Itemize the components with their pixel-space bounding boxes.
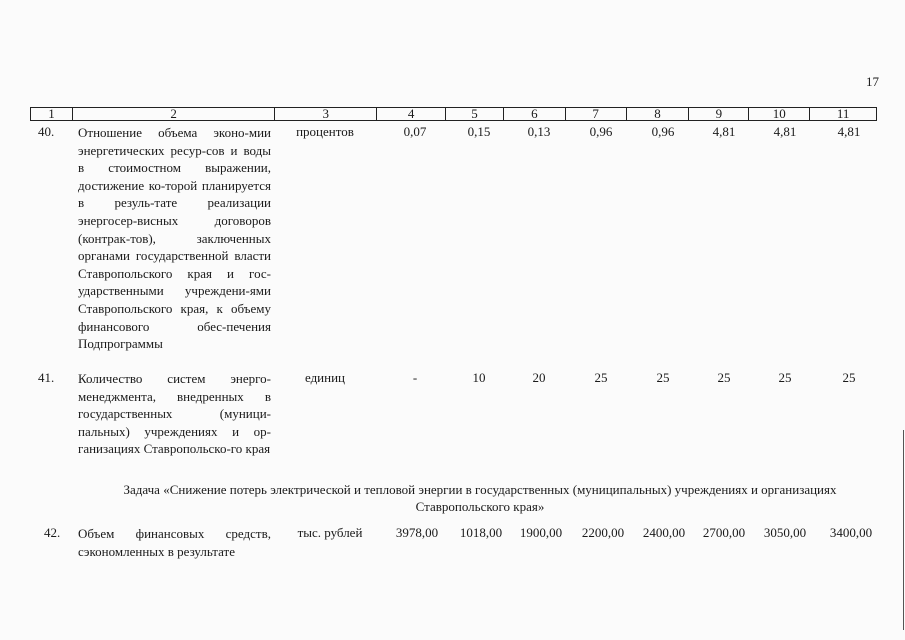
value-col-8: 2400,00 <box>642 525 686 540</box>
header-col-2: 2 <box>73 108 276 120</box>
value-col-11: 3400,00 <box>829 525 873 540</box>
page-number: 17 <box>866 74 879 89</box>
table-header <box>30 107 877 121</box>
row-number: 41. <box>38 370 55 385</box>
header-col-9: 9 <box>689 108 749 120</box>
value-col-6: 20 <box>532 370 546 385</box>
header-col-4: 4 <box>377 108 446 120</box>
value-col-5: 10 <box>472 370 486 385</box>
header-col-6: 6 <box>504 108 566 120</box>
value-col-4: - <box>412 370 418 385</box>
value-col-10: 25 <box>778 370 792 385</box>
value-col-10: 3050,00 <box>763 525 807 540</box>
header-col-1: 1 <box>31 108 73 120</box>
header-col-8: 8 <box>627 108 690 120</box>
value-col-4: 0,07 <box>403 124 427 139</box>
row-description: Количество систем энерго-менеджмента, внедренных в государственных (муници-пальных) учреждениях и ор-ганизациях Ставропольско-го края <box>78 371 271 457</box>
row-unit: тыс. рублей <box>297 525 363 540</box>
value-col-7: 0,96 <box>589 124 613 139</box>
value-col-7: 25 <box>594 370 608 385</box>
value-col-11: 4,81 <box>837 124 861 139</box>
value-col-9: 25 <box>717 370 731 385</box>
scan-edge-line <box>903 430 904 630</box>
header-col-5: 5 <box>446 108 504 120</box>
value-col-8: 25 <box>656 370 670 385</box>
row-description: Объем финансовых средств, сэкономленных в результате <box>78 526 271 559</box>
header-col-7: 7 <box>566 108 627 120</box>
row-unit: процентов <box>296 124 354 139</box>
header-col-10: 10 <box>749 108 810 120</box>
row-number: 42. <box>44 525 61 540</box>
value-col-9: 2700,00 <box>702 525 746 540</box>
value-col-5: 0,15 <box>467 124 491 139</box>
value-col-11: 25 <box>842 370 856 385</box>
value-col-9: 4,81 <box>712 124 736 139</box>
value-col-7: 2200,00 <box>581 525 625 540</box>
row-unit: единиц <box>304 370 346 385</box>
value-col-4: 3978,00 <box>395 525 439 540</box>
value-col-8: 0,96 <box>651 124 675 139</box>
task-heading: Задача «Снижение потерь электрической и тепловой энергии в государственных (муниципальных) учреждениях и организациях Ставропольского края» <box>123 482 837 514</box>
value-col-6: 0,13 <box>527 124 551 139</box>
header-col-11: 11 <box>836 106 850 121</box>
row-number: 40. <box>38 124 55 139</box>
value-col-5: 1018,00 <box>459 525 503 540</box>
header-col-3: 3 <box>275 108 377 120</box>
row-description: Отношение объема эконо-мии энергетических ресур-сов и воды в стоимостном выражении, достижение ко-торой планируется в резуль-тате реализации энергосер-висных договоров (контрак-тов), заключенных органами государственной власти Ставропольского края и гос-ударственными учреждени-ями Ставропольского края, к объему финансового обес-печения Подпрограммы <box>78 125 271 352</box>
value-col-10: 4,81 <box>773 124 797 139</box>
value-col-6: 1900,00 <box>519 525 563 540</box>
